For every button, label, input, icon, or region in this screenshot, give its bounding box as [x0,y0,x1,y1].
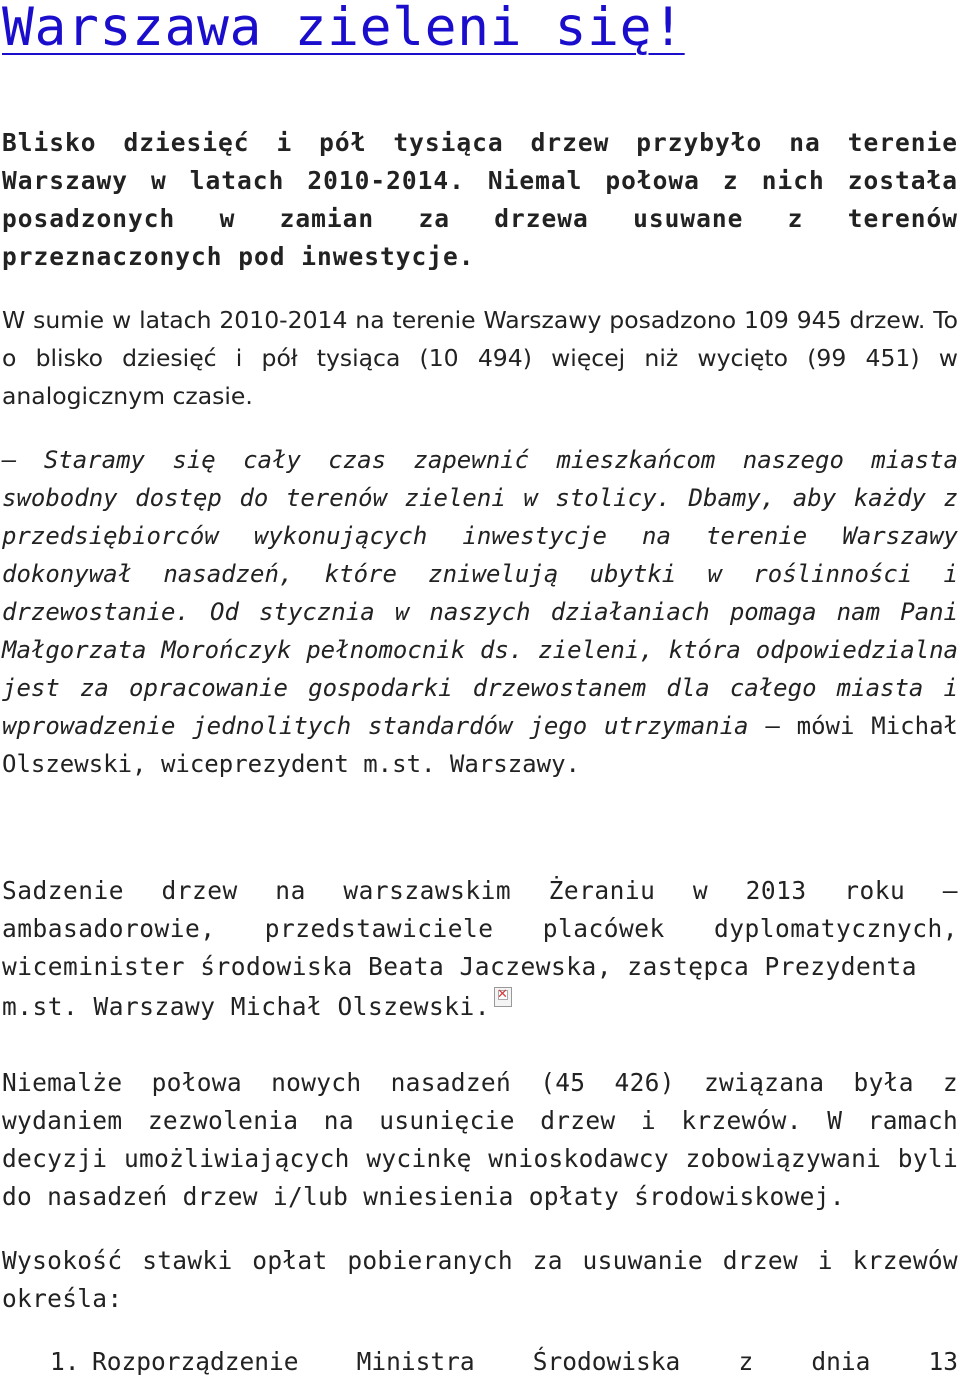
plantings-paragraph: Niemalże połowa nowych nasadzeń (45 426) związana była z wydaniem zezwolenia na usunięcie drzew i krzewów. W ramach decyzji umożliwiających wycinkę wnioskodawcy zobowiązywani byli do nasadzeń drzew i/lub wniesienia opłaty środowiskowej. [2,1068,958,1211]
broken-image-icon [494,987,512,1007]
statistics-sentence-2: To o blisko dziesięć i pół tysiąca (10 494) więcej niż wycięto (99 451) w analogicznym czasie. [2,306,958,410]
article-title-link[interactable]: Warszawa zieleni się! [2,0,685,58]
statistics-sentence-1: W sumie w latach 2010-2014 na terenie Warszawy posadzono 109 945 drzew. [2,306,926,334]
quote-text: – Staramy się cały czas zapewnić mieszkańcom naszego miasta swobodny dostęp do terenów zieleni w stolicy. Dbamy, aby każdy z przedsiębiorców wykonujących inwestycje na terenie Warszawy dokonywał nasadzeń, które zniwelują ubytki w roślinności i drzewostanie. Od stycznia w naszych działaniach pomaga nam Pani Małgorzata Morończyk pełnomocnik ds. zieleni, która odpowiedzialna jest za opracowanie gospodarki drzewostanem dla całego miasta i wprowadzenie jednolitych standardów jego utrzymania [2,446,958,740]
list-item [0,1343,960,1381]
regulations-list [0,1343,960,1381]
quote-paragraph [2,441,958,783]
list-item-number: 1. [50,1347,80,1376]
lead-line-2: Warszawy w latach 2010-2014. Niemal połowa z nich została [2,166,958,195]
list-item-text: Rozporządzenie Ministra Środowiska z dnia 13 [92,1347,958,1376]
photo-caption-last-line [2,981,958,1033]
lead-line-1: Blisko dziesięć i pół tysiąca drzew przybyło na terenie [2,128,958,157]
statistics-paragraph [2,301,958,415]
lead-line-3: posadzonych w zamian za drzewa usuwane z terenów [2,204,958,233]
lead-paragraph [2,124,958,276]
photo-caption-credit: m.st. Warszawy Michał Olszewski. [2,992,491,1021]
quote-attribution: – mówi Michał Olszewski, wiceprezydent m.st. Warszawy. [2,712,958,778]
fees-paragraph: Wysokość stawki opłat pobieranych za usuwanie drzew i krzewów określa: [2,1246,958,1313]
lead-line-4: przeznaczonych pod inwestycje. [2,242,475,271]
photo-caption [2,872,958,1033]
photo-caption-text: Sadzenie drzew na warszawskim Żeraniu w 2013 roku – ambasadorowie, przedstawiciele placówek dyplomatycznych, wiceminister środowiska Beata Jaczewska, zastępca Prezydenta [2,876,958,981]
